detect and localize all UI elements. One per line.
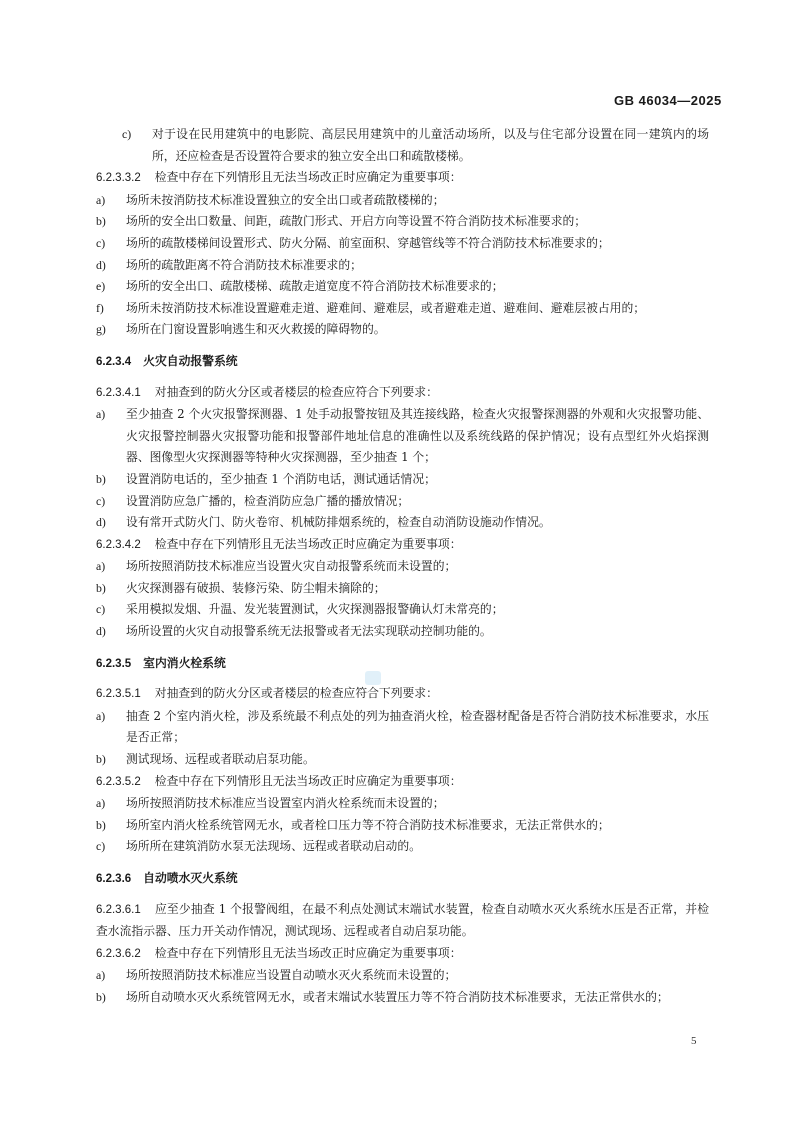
document-body [96, 124, 709, 1009]
list-item [96, 255, 709, 277]
clause-text: 检查中存在下列情形且无法当场改正时应确定为重要事项： [154, 536, 462, 551]
list-item [96, 578, 709, 600]
clause-text: 检查中存在下列情形且无法当场改正时应确定为重要事项： [154, 773, 462, 788]
list-marker: g) [96, 322, 106, 337]
list-marker: d) [96, 624, 106, 639]
list-item-text: 设置消防应急广播的，检查消防应急广播的播放情况； [126, 493, 410, 508]
clause-number: 6.2.3.6.2 [96, 947, 141, 960]
section-title: 火灾自动报警系统 [143, 353, 238, 368]
list-marker: b) [96, 817, 106, 832]
list-item-text: 对于设在民用建筑中的电影院、高层民用建筑中的儿童活动场所，以及与住宅部分设置在同一建筑内的场所，还应检查是否设置符合要求的独立安全出口和疏散楼梯。 [152, 127, 709, 163]
clause-text: 对抽查到的防火分区或者楼层的检查应符合下列要求： [154, 384, 438, 399]
list-item-text: 场所按照消防技术标准应当设置火灾自动报警系统而未设置的； [126, 559, 457, 574]
list-item-text: 场所按照消防技术标准应当设置自动喷水灭火系统而未设置的； [126, 968, 457, 983]
page-number: 5 [691, 1035, 697, 1047]
clause-text: 对抽查到的防火分区或者楼层的检查应符合下列要求： [154, 686, 438, 701]
clause-paragraph [96, 771, 709, 794]
list-item [96, 319, 709, 341]
clause-number: 6.2.3.5.1 [96, 688, 141, 701]
list-item-text: 场所的安全出口数量、间距，疏散门形式、开启方向等设置不符合消防技术标准要求的； [126, 214, 587, 229]
list-item-text: 测试现场、远程或者联动启泵功能。 [126, 752, 315, 767]
list-item-text: 至少抽查 2 个火灾报警探测器、1 处手动报警按钮及其连接线路，检查火灾报警探测器的外观和火灾报警功能、火灾报警控制器火灾报警功能和报警部件地址信息的准确性以及系统线路的保护情况；设有点型红外火焰探测器、图像型火灾探测器等特种火灾探测器，至少抽查 1 个； [126, 407, 709, 465]
section-number: 6.2.3.6 [96, 873, 132, 885]
list-item [96, 621, 709, 643]
list-marker: b) [96, 989, 106, 1004]
list-item [96, 749, 709, 771]
list-item-text: 采用模拟发烟、升温、发光装置测试，火灾探测器报警确认灯未常亮的； [126, 602, 504, 617]
list-marker: a) [96, 968, 106, 983]
list-item [96, 987, 709, 1009]
clause-paragraph [96, 167, 709, 190]
section-heading [96, 351, 709, 374]
list-item [96, 706, 709, 749]
list-marker: d) [96, 515, 106, 530]
document-number: GB 46034—2025 [614, 93, 722, 108]
section-heading [96, 653, 709, 676]
list-marker: c) [96, 493, 106, 508]
list-item-text: 场所按照消防技术标准应当设置室内消火栓系统而未设置的； [126, 796, 445, 811]
section-title: 自动喷水灭火系统 [143, 871, 238, 885]
list-marker: b) [96, 580, 106, 595]
clause-paragraph [96, 899, 709, 943]
list-marker: c) [96, 602, 106, 617]
section-title: 室内消火栓系统 [143, 655, 226, 670]
list-item [96, 599, 709, 621]
list-marker: a) [96, 796, 106, 811]
list-item-text: 场所的安全出口、疏散楼梯、疏散走道宽度不符合消防技术标准要求的； [126, 279, 504, 294]
list-marker: c) [96, 235, 106, 250]
list-marker: a) [96, 708, 106, 723]
list-item-text: 场所设置的火灾自动报警系统无法报警或者无法实现联动控制功能的。 [126, 624, 492, 639]
clause-number: 6.2.3.5.2 [96, 775, 141, 788]
clause-paragraph [96, 943, 709, 966]
list-item-text: 场所在门窗设置影响逃生和灭火救援的障碍物的。 [126, 322, 386, 337]
list-marker: e) [96, 279, 106, 294]
list-marker: f) [96, 300, 104, 315]
section-number: 6.2.3.4 [96, 355, 132, 368]
list-item [96, 491, 709, 513]
list-marker: b) [96, 471, 106, 486]
clause-number: 6.2.3.6.1 [96, 903, 141, 916]
list-item-text: 设置消防电话的，至少抽查 1 个消防电话，测试通话情况； [126, 471, 436, 486]
list-item [96, 298, 709, 320]
list-marker: a) [96, 192, 106, 207]
list-item-text: 设有常开式防火门、防火卷帘、机械防排烟系统的，检查自动消防设施动作情况。 [126, 515, 551, 530]
list-item-text: 场所自动喷水灭火系统管网无水，或者末端试水装置压力等不符合消防技术标准要求，无法正常供水的； [126, 989, 669, 1004]
list-item [96, 965, 709, 987]
clause-number: 6.2.3.3.2 [96, 172, 141, 185]
list-item [96, 190, 709, 212]
clause-paragraph [96, 534, 709, 557]
list-marker: d) [96, 257, 106, 272]
list-marker: a) [96, 407, 106, 422]
list-item-text: 场所未按消防技术标准设置独立的安全出口或者疏散楼梯的； [126, 192, 445, 207]
list-item-text: 火灾探测器有破损、装修污染、防尘帽未摘除的； [126, 580, 386, 595]
clause-paragraph [96, 382, 709, 405]
list-marker: c) [96, 839, 106, 854]
list-item [96, 404, 709, 469]
list-item [96, 512, 709, 534]
list-item-text: 场所的疏散楼梯间设置形式、防火分隔、前室面积、穿越管线等不符合消防技术标准要求的； [126, 235, 610, 250]
list-item-text: 场所所在建筑消防水泵无法现场、远程或者联动启动的。 [126, 839, 421, 854]
clause-paragraph [96, 683, 709, 706]
list-item [96, 124, 709, 167]
section-number: 6.2.3.5 [96, 657, 132, 670]
list-item [96, 233, 709, 255]
list-item [96, 815, 709, 837]
list-item-text: 场所的疏散距离不符合消防技术标准要求的； [126, 257, 362, 272]
list-item [96, 211, 709, 233]
clause-text: 检查中存在下列情形且无法当场改正时应确定为重要事项： [154, 170, 462, 185]
list-item [96, 793, 709, 815]
list-marker: b) [96, 214, 106, 229]
list-item-text: 场所未按消防技术标准设置避难走道、避难间、避难层，或者避难走道、避难间、避难层被占用的； [126, 300, 646, 315]
list-item-text: 抽查 2 个室内消火栓，涉及系统最不利点处的列为抽查消火栓，检查器材配备是否符合消防技术标准要求，水压是否正常； [126, 708, 709, 745]
list-marker: b) [96, 752, 106, 767]
clause-number: 6.2.3.4.1 [96, 386, 141, 399]
clause-number: 6.2.3.4.2 [96, 538, 141, 551]
list-marker: c) [122, 127, 132, 141]
list-item [96, 836, 709, 858]
clause-text: 应至少抽查 1 个报警阀组，在最不利点处测试末端试水装置，检查自动喷水灭火系统水压是否正常，并检查水流指示器、压力开关动作情况，测试现场、远程或者自动启泵功能。 [96, 901, 709, 939]
clause-text: 检查中存在下列情形且无法当场改正时应确定为重要事项： [154, 945, 462, 960]
list-item [96, 556, 709, 578]
list-marker: a) [96, 559, 106, 574]
list-item-text: 场所室内消火栓系统管网无水，或者栓口压力等不符合消防技术标准要求，无法正常供水的； [126, 817, 610, 832]
list-item [96, 276, 709, 298]
section-heading [96, 868, 709, 891]
list-item [96, 469, 709, 491]
